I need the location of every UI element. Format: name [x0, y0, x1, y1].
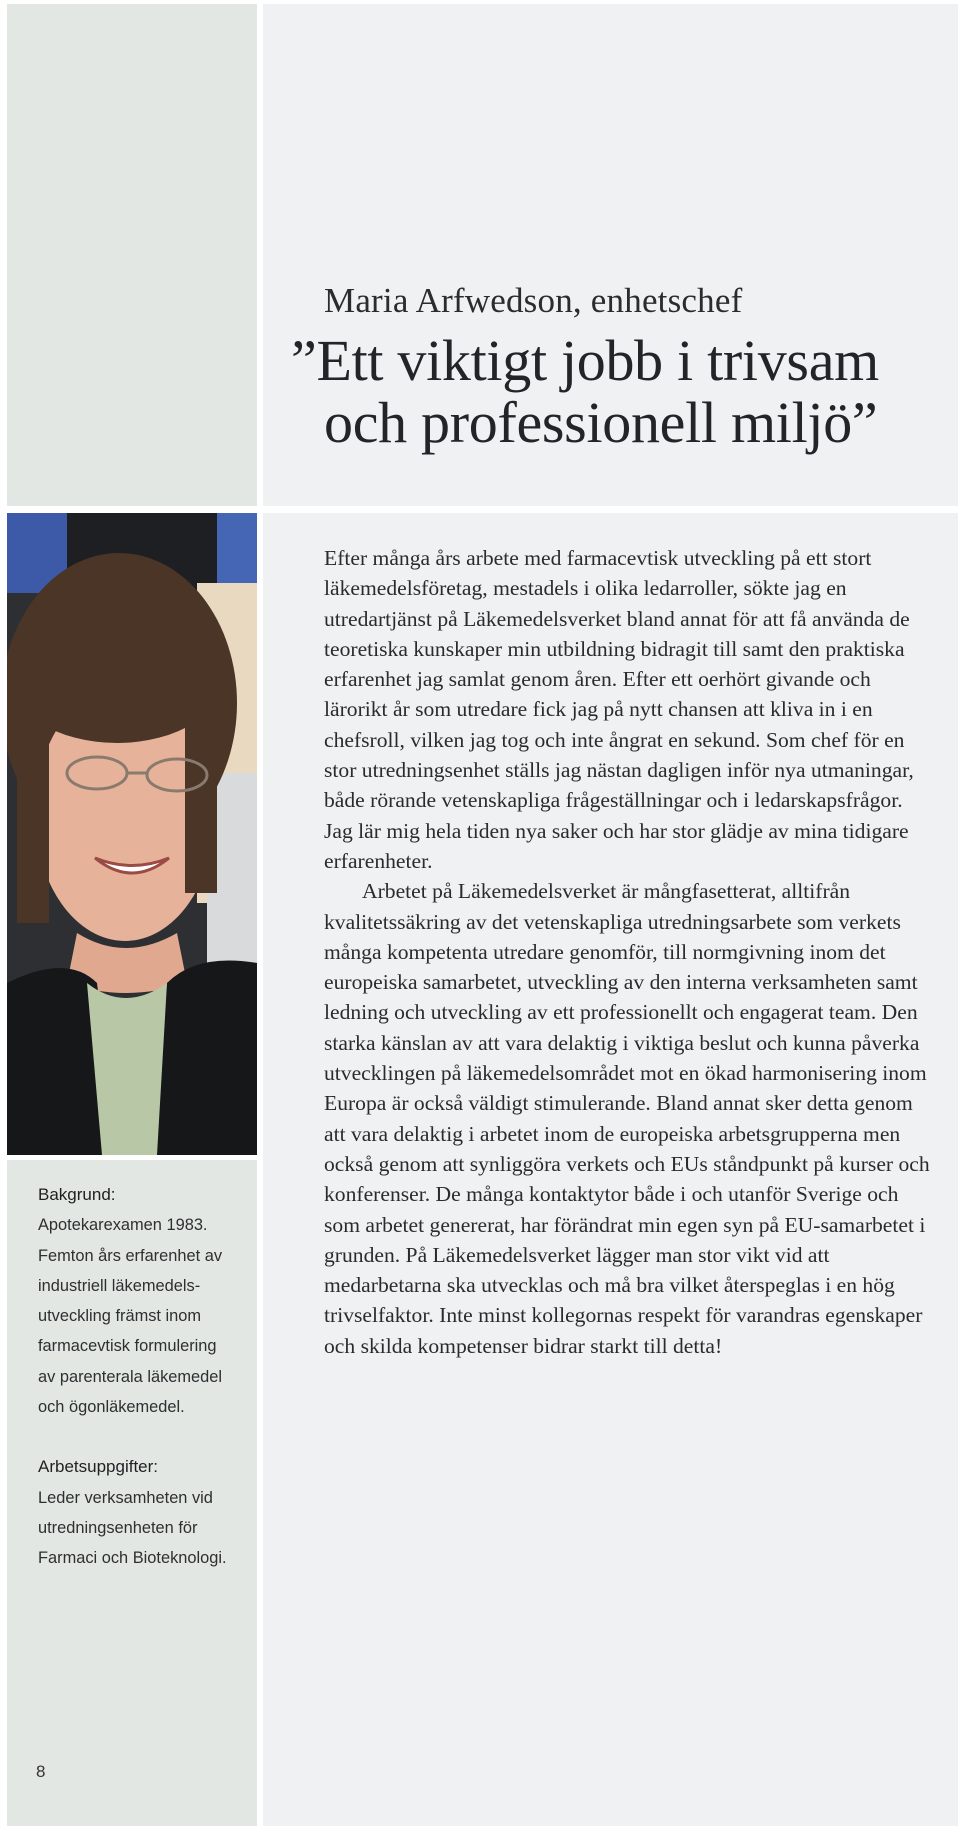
body-paragraph-1: Efter många års arbete med farmacevtisk utveckling på ett stort läkemedelsföretag, mestadels i olika ledarroller, sökte jag en utredartjänst på Läkemedelsverket bland annat för att få använda de teoretiska kunskaper min utbildning bidragit till samt den praktiska erfarenhet jag samlat genom åren. Efter ett oerhört givande och lärorikt år som utredare fick jag på nytt chansen att kliva in i en chefsroll, vilken jag tog och inte ångrat en sekund. Som chef för en stor utredningsenhet ställs jag nästan dagligen inför nya utmaningar, både rörande vetenskapliga frågeställningar och i ledarskapsfrågor. Jag lär mig hela tiden nya saker och har stor glädje av mina tidigare erfarenheter.	[324, 546, 914, 873]
background-heading: Bakgrund:	[38, 1185, 116, 1204]
background-line: och ögonläkemedel.	[38, 1398, 185, 1417]
background-line: Femton års erfarenhet av	[38, 1246, 223, 1265]
sidebar-spacer	[38, 1422, 253, 1452]
tasks-line: Leder verksamheten vid	[38, 1488, 213, 1507]
background-line: Apotekarexamen 1983.	[38, 1216, 208, 1235]
background-line: utveckling främst inom	[38, 1307, 202, 1326]
background-line: av parenterala läkemedel	[38, 1367, 223, 1386]
tasks-line: Farmaci och Bioteknologi.	[38, 1549, 227, 1568]
body-paragraph-2: Arbetet på Läkemedelsverket är mångfasetterat, alltifrån kvalitetssäkring av det vetenskapliga utredningsarbete som verkets många kompetenta utredare genomför, till normgivning inom det europeiska samarbetet, utveckling av den interna verksamheten samt ledning och utveckling av ett professionellt och engagerat team. Den starka känslan av att vara delaktig i viktiga beslut och kunna påverka utvecklingen på läkemedelsområdet mot en ökad harmonisering inom Europa är också väldigt stimulerande. Bland annat sker detta genom att vara delaktig i arbetet inom de europeiska arbetsgrupperna men också genom att synliggöra verkets och EUs ståndpunkt på kurser och konferenser. De många kontaktytor både i och utanför Sverige och som arbetet genererat, har förändrat min egen syn på EU-samarbetet i grunden. På Läkemedelsverket lägger man stor vikt vid att medarbetarna ska utvecklas och må bra vilket återspeglas i en hög trivselfaktor. Inte minst kollegornas respekt för varandras egenskaper och skilda kompetenser bidrar starkt till detta!	[324, 879, 930, 1358]
fact-sidebar	[38, 1180, 253, 1574]
tasks-line: utredningsenheten för	[38, 1518, 198, 1537]
background-line: farmacevtisk formulering	[38, 1337, 217, 1356]
article-body	[324, 543, 934, 1361]
tasks-heading: Arbetsuppgifter:	[38, 1457, 159, 1477]
headline	[291, 330, 951, 454]
portrait-image	[7, 513, 257, 1155]
portrait-photo	[7, 513, 257, 1155]
background-line: industriell läkemedels-	[38, 1276, 201, 1295]
byline: Maria Arfwedson, enhetschef	[324, 281, 743, 320]
headline-line-2: och professionell miljö”	[324, 390, 878, 455]
page-number: 8	[36, 1762, 46, 1781]
left-column-top-panel	[7, 4, 257, 506]
headline-line-1: ”Ett viktigt jobb i trivsam	[291, 328, 879, 393]
